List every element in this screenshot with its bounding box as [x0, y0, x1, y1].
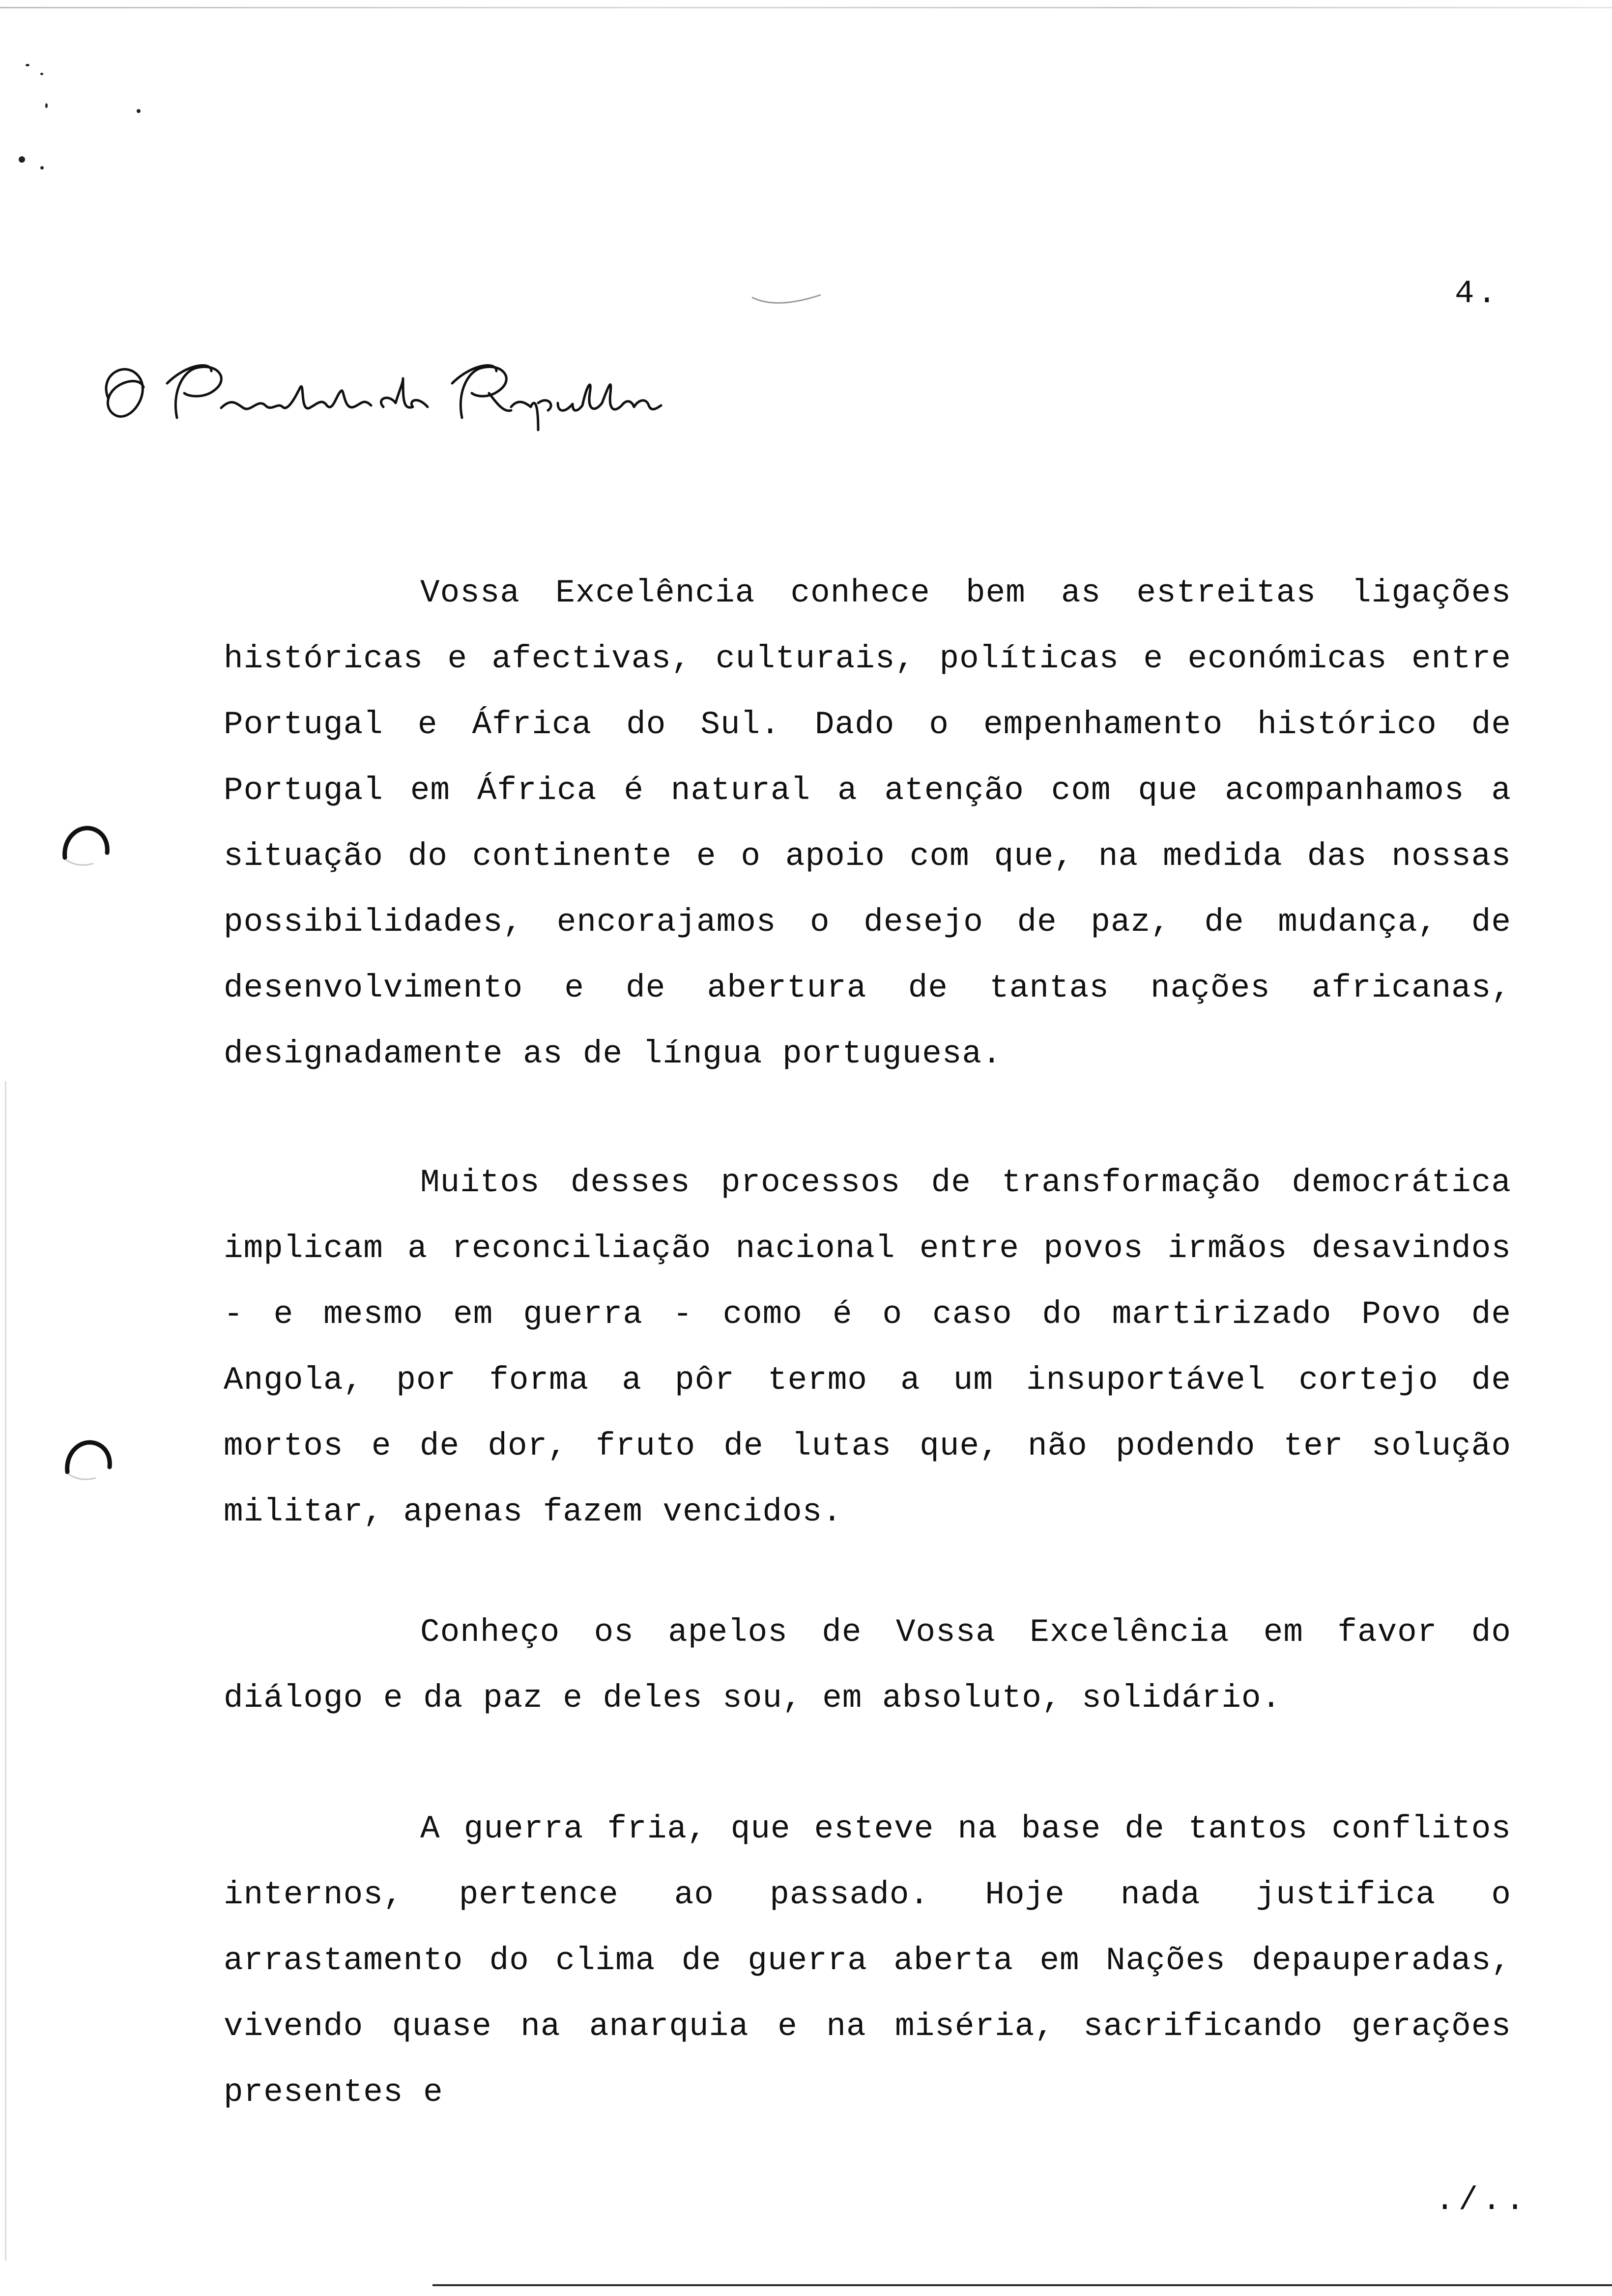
- punch-hole: [61, 1433, 115, 1487]
- paragraph-text: A guerra fria, que esteve na base de tantos conflitos internos, pertence ao passado. Hoje nada justifica o arrastamento do clima de guerra aberta em Nações depauperadas, vivendo quase na anarquia e na miséria, sacrificando gerações presentes e: [224, 1810, 1511, 2111]
- scan-speck: [40, 73, 43, 75]
- continuation-mark: ./..: [1435, 2182, 1529, 2219]
- letterhead-signature: [88, 344, 668, 442]
- scan-speck: [19, 156, 25, 163]
- scan-speck: [137, 109, 141, 113]
- body-paragraph: [224, 1150, 1511, 1545]
- faint-scan-mark: [747, 275, 835, 310]
- scan-speck: [26, 64, 29, 66]
- scan-speck: [45, 103, 48, 108]
- body-paragraph: [224, 1796, 1511, 2125]
- letterhead-script-logo: [88, 344, 668, 442]
- body-paragraph: [224, 560, 1511, 1087]
- scan-bottom-edge: [432, 2284, 1612, 2286]
- body-paragraph: [224, 1600, 1511, 1731]
- scan-left-edge: [5, 1081, 6, 2261]
- paragraph-text: Conheço os apelos de Vossa Excelência em favor do diálogo e da paz e deles sou, em absoluto, solidário.: [224, 1614, 1511, 1717]
- scan-top-edge: [0, 7, 1612, 8]
- punch-hole: [59, 818, 113, 872]
- paragraph-text: Muitos desses processos de transformação democrática implicam a reconciliação nacional entre povos irmãos desavindos - e mesmo em guerra - como é o caso do martirizado Povo de Angola, por forma a pôr termo a um insuportável cortejo de mortos e de dor, fruto de lutas que, não podendo ter solução militar, apenas fazem vencidos.: [224, 1164, 1511, 1530]
- page-number: 4.: [1455, 275, 1500, 312]
- paragraph-text: Vossa Excelência conhece bem as estreitas ligações históricas e afectivas, culturais, políticas e económicas entre Portugal e África do Sul. Dado o empenhamento histórico de Portugal em África é natural a atenção com que acompanhamos a situação do continente e o apoio com que, na medida das nossas possibilidades, encorajamos o desejo de paz, de mudança, de desenvolvimento e de abertura de tantas nações africanas, designadamente as de língua portuguesa.: [224, 574, 1511, 1072]
- scan-speck: [40, 166, 44, 170]
